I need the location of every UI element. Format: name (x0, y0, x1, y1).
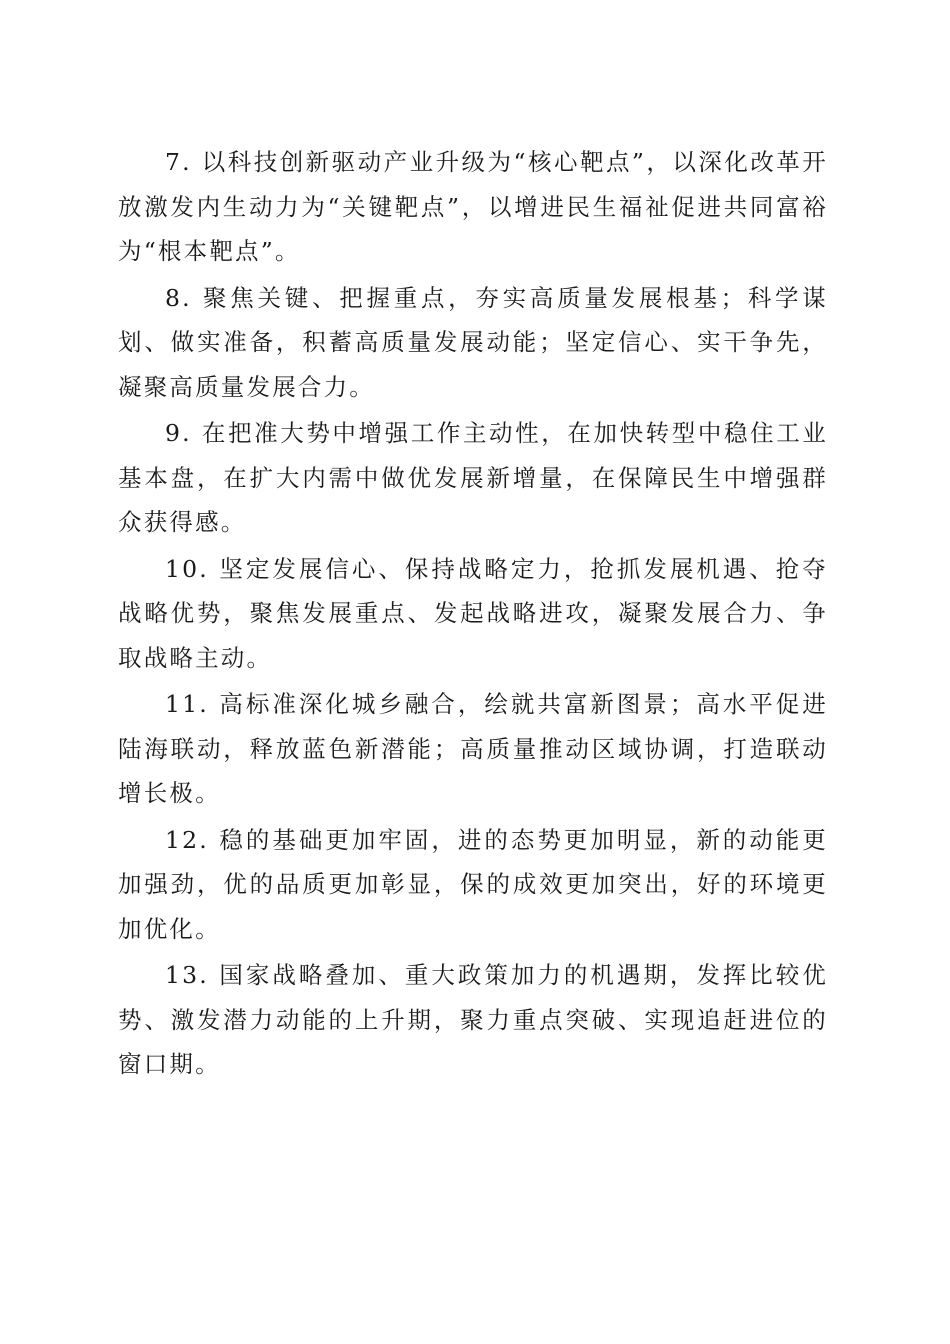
paragraph-11: 11. 高标准深化城乡融合，绘就共富新图景；高水平促进陆海联动，释放蓝色新潜能；高质量推动区域协调，打造联动增长极。 (118, 690, 828, 807)
paragraph-9: 9. 在把准大势中增强工作主动性，在加快转型中稳住工业基本盘，在扩大内需中做优发展新增量，在保障民生中增强群众获得感。 (118, 419, 828, 536)
paragraph-8: 8. 聚焦关键、把握重点，夯实高质量发展根基；科学谋划、做实准备，积蓄高质量发展动能；坚定信心、实干争先，凝聚高质量发展合力。 (118, 283, 828, 401)
paragraph-13: 13. 国家战略叠加、重大政策加力的机遇期，发挥比较优势、激发潜力动能的上升期，聚力重点突破、实现追赶进位的窗口期。 (118, 961, 828, 1078)
paragraph-7: 7. 以科技创新驱动产业升级为“核心靶点”，以深化改革开放激发内生动力为“关键靶点”，以增进民生福祉促进共同富裕为“根本靶点”。 (118, 148, 828, 265)
document-body (118, 140, 828, 1089)
paragraph-10: 10. 坚定发展信心、保持战略定力，抢抓发展机遇、抢夺战略优势，聚焦发展重点、发起战略进攻，凝聚发展合力、争取战略主动。 (118, 554, 828, 672)
paragraph-12: 12. 稳的基础更加牢固，进的态势更加明显，新的动能更加强劲，优的品质更加彰显，保的成效更加突出，好的环境更加优化。 (118, 825, 828, 943)
